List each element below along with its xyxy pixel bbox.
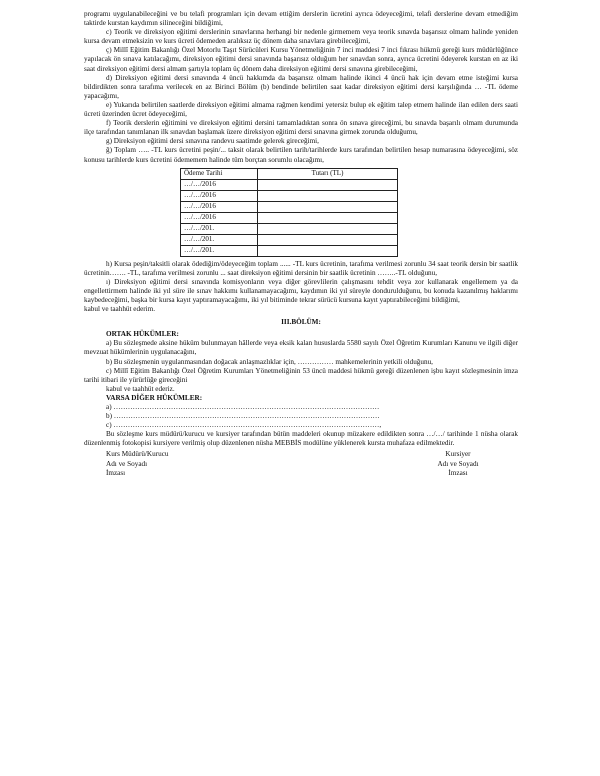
paragraph-cc: ç) Millî Eğitim Bakanlığı Özel Motorlu Taşıt Sürücüleri Kursu Yönetmeliğinin 7 inci maddesi 7 inci fıkrası hükmü gereği kurs müdürlüğünce yapılacak ön sınava katılacağımı, direksiyon eğitimi dersi sınavında başarısız olduğum her sınavdan sonra, ayrıca ücretini ödeyerek kurstan en az iki saat direksiyon eğitimi dersi almam şartıyla toplam üç dönem daha direksiyon eğitimi dersi sınavına girebileceğimi, — [84, 46, 518, 73]
paragraph-h: h) Kursa peşin/taksitli olarak ödediğim/ödeyeceğim toplam ...... -TL kurs ücretinin, tarafıma verilmesi zorunlu 34 saat teorik dersin bir saatlik ücretinin……. -TL, tarafıma verilmesi zorunlu ... saat direksiyon eğitimi dersinin bir saatlik ücretinin ……..-TL olduğunu, — [84, 259, 518, 277]
table-row — [181, 234, 398, 245]
signature-right-sign: İmzası — [448, 468, 468, 477]
paragraph-c: c) Teorik ve direksiyon eğitimi derslerinin sınavlarına herhangi bir nedenle girmemem veya teorik sınavda başarısız olmam halinde yeniden kursa devam etmeksizin ve kurs ücreti ödemeden aralıksız üç dönem daha sınavlara girebileceğimi, — [84, 28, 518, 46]
paragraph-f: f) Teorik derslerin eğitimini ve direksiyon eğitimi dersini tamamladıktan sonra ön sınava gireceğimi, bu sınavda başarılı olmam durumunda ilçe tarafından tanımlanan ilk sınavdan başlamak üzere direksiyon eğitimi dersi sınavına girmek zorunda olduğumu, — [84, 119, 518, 137]
table-row — [181, 212, 398, 223]
table-row — [181, 223, 398, 234]
closing-paragraph: Bu sözleşme kurs müdürü/kurucu ve kursiyer tarafından bütün maddeleri okunup müzakere edildikten sonra …/…/ tarihinde 1 nüsha olarak düzenlenmiş fotokopisi kursiyere verilmiş olup düzenlenen nüsha MEBBİS modülüne yüklenerek kursta muhafaza edilmektedir. — [84, 430, 518, 448]
payment-amount — [258, 201, 398, 212]
varsa-line-b: b) ………………………………………………………………………………………………… — [106, 412, 380, 421]
paragraph-d: d) Direksiyon eğitimi dersi sınavında 4 üncü hakkımda da başarısız olmam halinde ikinci 4 üncü hak için devam etme isteğimi kursa bildirdikten sonra tarafıma verilecek en az Birinci Bölüm (b) bendinde belirtilen saat kadar direksiyon eğitimi dersi karşılığında … -TL ödeme yapacağımı, — [84, 73, 518, 100]
signature-right-title: Kursiyer — [445, 450, 471, 459]
ortak-heading: ORTAK HÜKÜMLER: — [106, 330, 179, 339]
payment-date: …/…/201. — [181, 245, 258, 256]
signature-right — [398, 450, 518, 477]
paragraph-intro: programı uygulanabileceğini ve bu telafi programları için devam ettiğim derslerin ücretini ayrıca ödeyeceğimi, telafi derslerine devam etmediğim taktirde kurstan kaydımın silineceğini bildiğimi, — [84, 10, 518, 28]
table-row — [181, 245, 398, 256]
varsa-line-a: a) ………………………………………………………………………………………………… — [106, 403, 380, 411]
payment-table — [180, 168, 398, 257]
payment-date: …/…/201. — [181, 223, 258, 234]
signature-block — [84, 450, 518, 477]
payment-date: …/…/2016 — [181, 190, 258, 201]
contract-page — [84, 10, 518, 478]
header-date: Ödeme Tarihi — [181, 168, 258, 179]
ortak-item-a: a) Bu sözleşmede aksine hüküm bulunmayan hâllerde veya eksik kalan hususlarda 5580 sayılı Özel Öğretim Kurumları Kanunu ve ilgili diğer mevzuat hükümlerinin uygulanacağını, — [84, 339, 518, 357]
payment-amount — [258, 245, 398, 256]
signature-left-sign: İmzası — [106, 468, 126, 477]
payment-amount — [258, 212, 398, 223]
paragraph-accept: kabul ve taahhüt ederim. — [84, 305, 156, 314]
signature-left-name: Adı ve Soyadı — [106, 459, 148, 468]
payment-date: …/…/2016 — [181, 179, 258, 190]
header-amount: Tutarı (TL) — [258, 168, 398, 179]
paragraph-gg: ğ) Toplam ….. -TL kurs ücretini peşin/... taksit olarak belirtilen tarih/tarihlerde kurs tarafından belirtilen hesap numarasına ödeyeceğimi, söz konusu tarihlerde kurs ücretini ödememem halinde tüm borçtan sorumlu olacağımı, — [84, 146, 518, 164]
signature-right-name: Adı ve Soyadı — [437, 459, 479, 468]
varsa-line-c: c) …………………………………………………………………………………………………, — [106, 421, 382, 430]
payment-amount — [258, 190, 398, 201]
payment-amount — [258, 234, 398, 245]
ortak-item-c: c) Millî Eğitim Bakanlığı Özel Öğretim Kurumları Yönetmeliğinin 53 üncü maddesi hükmü gereği düzenlenen işbu kayıt sözleşmesinin imza tarihi itibari ile yürürlüğe gireceğini — [84, 366, 518, 384]
payment-date: …/…/2016 — [181, 212, 258, 223]
payment-amount — [258, 179, 398, 190]
paragraph-g: g) Direksiyon eğitimi dersi sınavına randevu saatimde gelerek gireceğimi, — [106, 137, 319, 146]
varsa-heading: VARSA DİĞER HÜKÜMLER: — [106, 393, 203, 402]
section-3-title: III.BÖLÜM: — [281, 318, 321, 327]
table-row — [181, 190, 398, 201]
paragraph-e: e) Yukarıda belirtilen saatlerde direksiyon eğitimi almama rağmen kendimi yetersiz bulup ek eğitim talep etmem halinde ilan edilen ders saati ücreti üzerinden ücret ödeyeceğimi, — [84, 100, 518, 119]
table-row — [181, 201, 398, 212]
payment-date: …/…/2016 — [181, 201, 258, 212]
signature-left — [84, 450, 226, 477]
signature-left-title: Kurs Müdürü/Kurucu — [106, 450, 169, 459]
payment-table-header — [181, 168, 398, 179]
payment-date: …/…/201. — [181, 234, 258, 245]
ortak-item-b: b) Bu sözleşmenin uygulanmasından doğacak anlaşmazlıklar için, …………… mahkemelerinin yetkili olduğunu, — [106, 357, 433, 366]
table-row — [181, 179, 398, 190]
ortak-accept: kabul ve taahhüt ederiz. — [106, 384, 175, 393]
payment-amount — [258, 223, 398, 234]
paragraph-i: ı) Direksiyon eğitimi dersi sınavında komisyonların veya diğer görevlilerin çalışmasını tehdit veya zor kullanarak engellemem ya da engellettirmem halinde iki yıl süre ile sınav hakkımı kullanamayacağımı, kaydımın iki yıl süreyle dondurulduğunu, bu konuda kazanılmış haklarımı kaybedeceğimi, başka bir kursa kayıt yaptıramayacağımı, iki yıl bitiminde tekrar sürücü kursuna kayıt yaptırabileceğimi bildiğimi, — [84, 277, 518, 304]
